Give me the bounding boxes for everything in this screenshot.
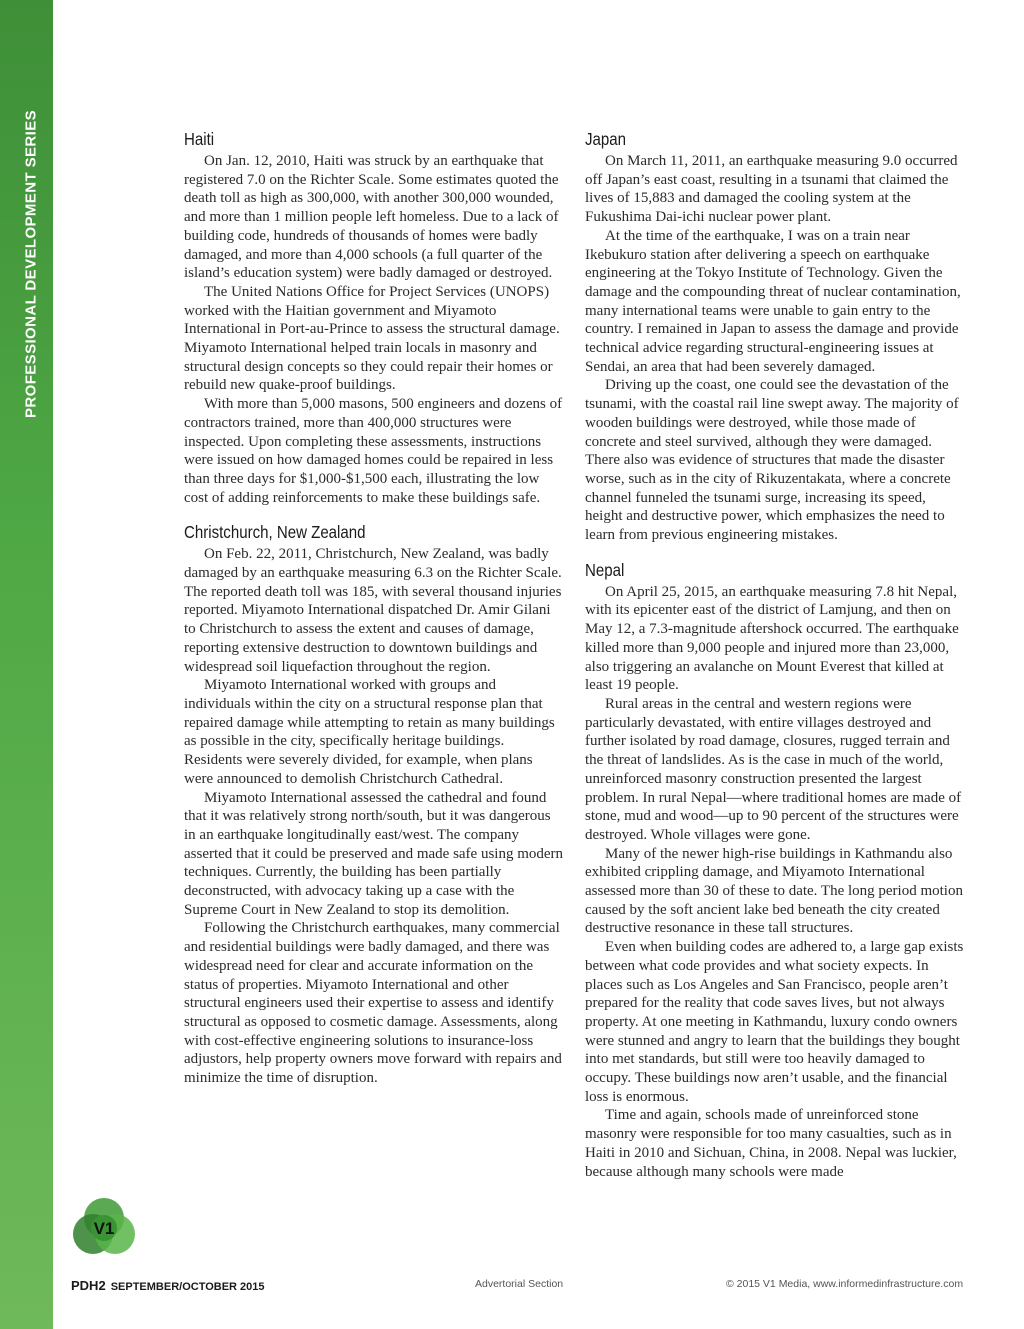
right-column [585, 128, 965, 1195]
left-column [184, 128, 565, 1102]
paragraph: Rural areas in the central and western regions were particularly devastated, with entire villages destroyed and further isolated by road damage, closures, rugged terrain and the threat of landslides. As is the case in much of the world, unreinforced masonry construction presented the largest problem. In rural Nepal—where traditional homes are made of stone, mud and wood—up to 90 percent of the structures were destroyed. Whole villages were gone. [585, 695, 962, 843]
footer-issue-date: SEPTEMBER/OCTOBER 2015 [110, 1281, 265, 1293]
paragraph: Miyamoto International worked with groups and individuals within the city on a structural response plan that repaired damage while attempting to retain as many buildings as possible in the city, specifically heritage buildings. Residents were severely divided, for example, when plans were announced to demolish Christchurch Cathedral. [184, 677, 555, 787]
paragraph: Following the Christchurch earthquakes, many commercial and residential buildings were badly damaged, and there was widespread need for clear and accurate information on the status of properties. Miyamoto International and other structural engineers used their expertise to assess and identify structural as opposed to cosmetic damage. Assessments, along with cost-effective engineering solutions to insurance-loss adjustors, help property owners move forward with repairs and minimize the time of disruption. [184, 920, 562, 1087]
paragraph: On March 11, 2011, an earthquake measuring 9.0 occurred off Japan’s east coast, resulting in a tsunami that claimed the lives of 15,883 and damaged the cooling system at the Fukushima Dai-ichi nuclear power plant. [585, 153, 958, 226]
side-color-bar [0, 0, 53, 1329]
footer-copyright: © 2015 V1 Media, www.informedinfrastructure.com [726, 1278, 964, 1290]
paragraph: On Feb. 22, 2011, Christchurch, New Zealand, was badly damaged by an earthquake measuring 6.3 on the Richter Scale. The reported death toll was 185, with several thousand injuries reported. Miyamoto International dispatched Dr. Amir Gilani to Christchurch to assess the extent and causes of damage, reporting extensive destruction to downtown buildings and widespread soil liquefaction throughout the region. [184, 546, 562, 675]
footer-section-label: Advertorial Section [475, 1278, 564, 1290]
badge-text: V1 [93, 1219, 115, 1238]
paragraph: The United Nations Office for Project Services (UNOPS) worked with the Haitian government and Miyamoto International in Port-au-Prince to assess the structural damage. Miyamoto International helped train locals in masonry and structural design concepts so they could repair their homes or rebuild new quake-proof buildings. [184, 283, 560, 394]
series-label: PROFESSIONAL DEVELOPMENT SERIES [22, 109, 40, 419]
section-christchurch [184, 521, 565, 1087]
section-japan [585, 128, 965, 545]
paragraph: Miyamoto International assessed the cathedral and found that it was relatively strong north/south, but it was dangerous in an earthquake longitudinally east/west. The company asserted that it could be preserved and made safe using modern techniques. Currently, the building has been partially deconstructed, with advocacy taking up a case with the Supreme Court in New Zealand to stop its demolition. [184, 789, 564, 918]
section-heading: Haiti [184, 129, 215, 149]
footer-brand: PDH2 [71, 1278, 106, 1293]
paragraph: Driving up the coast, one could see the devastation of the tsunami, with the coastal rail line swept away. The majority of wooden buildings were destroyed, while those made of concrete and steel survived, although they were damaged. There also was evidence of structures that made the disaster worse, such as in the city of Rikuzentakata, where a concrete channel funneled the tsunami surge, increasing its speed, height and destructive power, which emphasizes the need to learn from previous engineering mistakes. [585, 377, 959, 544]
paragraph: On April 25, 2015, an earthquake measuring 7.8 hit Nepal, with its epicenter east of the district of Lamjung, and then on May 12, a 7.3-magnitude aftershock occurred. The earthquake killed more than 9,000 people and injured more than 23,000, also triggering an avalanche on Mount Everest that killed at least 19 people. [585, 583, 959, 694]
section-heading: Christchurch, New Zealand [184, 522, 366, 543]
v1-logo-icon [73, 1196, 135, 1258]
paragraph: On Jan. 12, 2010, Haiti was struck by an earthquake that registered 7.0 on the Richter Scale. Some estimates quoted the death toll as high as 300,000, with another 300,000 wounded, and more than 1 million people left homeless. Due to a lack of building code, hundreds of thousands of homes were badly damaged, and more than 4,000 schools (a full quarter of the island’s education system) were badly damaged or destroyed. [184, 153, 559, 282]
section-heading: Japan [585, 129, 627, 149]
v1-logo-badge [73, 1196, 135, 1258]
paragraph: At the time of the earthquake, I was on a train near Ikebukuro station after delivering a speech on earthquake engineering at the Tokyo Institute of Technology. Given the damage and the compounding threat of nuclear contamination, many international teams were unable to gain entry to the country. I remained in Japan to assess the damage and provide technical advice regarding structural-engineering issues at Sendai, an area that had been severely damaged. [585, 227, 961, 375]
section-nepal [585, 559, 965, 1182]
paragraph: Time and again, schools made of unreinforced stone masonry were responsible for too many casualties, such as in Haiti in 2010 and Sichuan, China, in 2008. Nepal was luckier, because although many schools were made [585, 1107, 957, 1180]
paragraph: With more than 5,000 masons, 500 engineers and dozens of contractors trained, more than 400,000 structures were inspected. Upon completing these assessments, instructions were issued on how damaged homes could be repaired in less than three days for $1,000-$1,500 each, illustrating the low cost of adding reinforcements to make these buildings safe. [184, 396, 563, 506]
paragraph: Even when building codes are adhered to, a large gap exists between what code provides and what society expects. In places such as Los Angeles and San Francisco, people aren’t prepared for the reality that code saves lives, but not always property. At one meeting in Kathmandu, luxury condo owners were stunned and angry to learn that the buildings they bought into met standards, but still were too heavily damaged to occupy. These buildings now aren’t usable, and the financial loss is enormous. [585, 939, 964, 1105]
section-haiti [184, 128, 565, 507]
section-heading: Nepal [585, 559, 625, 580]
footer-issue [71, 1278, 265, 1292]
paragraph: Many of the newer high-rise buildings in Kathmandu also exhibited crippling damage, and Miyamoto International assessed more than 30 of these to date. The long period motion caused by the soft ancient lake bed beneath the city created destructive resonance in these tall structures. [585, 845, 963, 937]
